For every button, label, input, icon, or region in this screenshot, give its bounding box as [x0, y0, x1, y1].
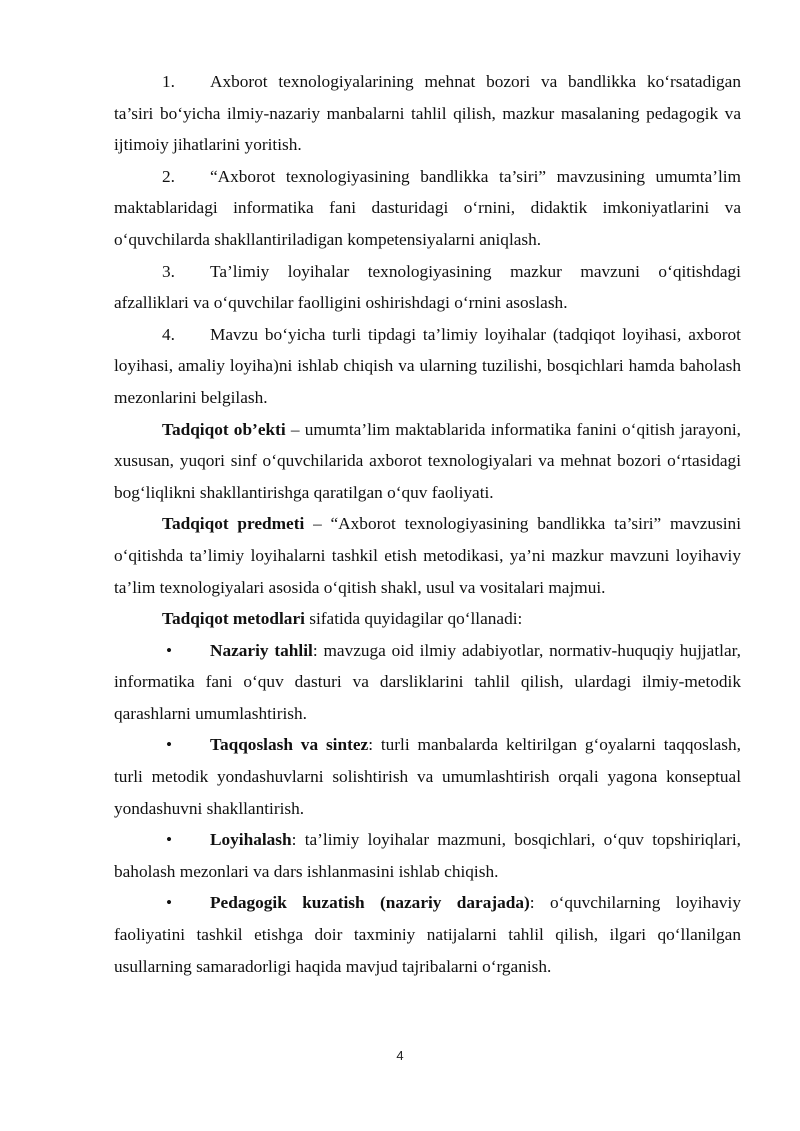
task-text: Mavzu bo‘yicha turli tipdagi ta’limiy loyihalar (tadqiqot loyihasi, axborot loyihasi, amaliy loyiha)ni ishlab chiqish va ularning tuzilishi, bosqichlari hamda baholash mezonlarini belgilash. [114, 324, 741, 407]
task-number: 4. [162, 324, 175, 344]
task-number: 3. [162, 261, 175, 281]
method-item-4 [114, 887, 741, 982]
bullet-icon: • [166, 735, 173, 755]
research-subject [114, 508, 741, 603]
task-text: Ta’limiy loyihalar texnologiyasining mazkur mavzuni o‘qitishdagi afzalliklari va o‘quvchilar faolligini oshirishdagi o‘rnini asoslash. [114, 261, 741, 313]
task-item-3 [114, 256, 741, 319]
method-text: : o‘quvchilarning loyihaviy faoliyatini tashkil etishga doir taxminiy natijalarni tahlil qilish, ilgari qo‘llanilgan usullarning samaradorligi haqida mavjud tajribalarni o‘rganish. [114, 893, 741, 976]
task-item-2 [114, 161, 741, 256]
research-object-label: Tadqiqot ob’ekti [162, 419, 286, 439]
method-text: : ta’limiy loyihalar mazmuni, bosqichlari, o‘quv topshiriqlari, baholash mezonlari va dars ishlanmasini ishlab chiqish. [114, 830, 741, 881]
task-text: “Axborot texnologiyasining bandlikka ta’siri” mavzusining umumta’lim maktablaridagi informatika fani dasturidagi o‘rnini, didaktik imkoniyatlarini va o‘quvchilarda shakllantiriladigan kompetensiyalarni aniqlash. [114, 166, 741, 249]
research-object [114, 414, 741, 509]
method-item-2 [114, 729, 741, 824]
research-methods-text: sifatida quyidagilar qo‘llanadi: [304, 609, 523, 629]
bullet-icon: • [166, 640, 173, 660]
method-label: Loyihalash [210, 830, 292, 850]
method-label: Nazariy tahlil [210, 640, 313, 660]
task-item-4 [114, 319, 741, 414]
research-subject-label: Tadqiqot predmeti [162, 514, 305, 534]
research-object-text: – umumta’lim maktablarida informatika fanini o‘qitish jarayoni, xususan, yuqori sinf o‘quvchilarida axborot texnologiyalari va mehnat bozori o‘rtasidagi bog‘liqlikni shakllantirishga qaratilgan o‘quv faoliyati. [114, 419, 741, 502]
research-subject-text: – “Axborot texnologiyasining bandlikka ta’siri” mavzusini o‘qitishda ta’limiy loyihalarni tashkil etish metodikasi, ya’ni mazkur mavzuni loyihaviy ta’lim texnologiyalari asosida o‘qitish shakl, usul va vositalari majmui. [114, 514, 741, 597]
task-item-1 [114, 66, 741, 161]
method-item-1 [114, 635, 741, 730]
task-number: 1. [162, 72, 175, 91]
research-methods [114, 603, 741, 635]
research-methods-label: Tadqiqot metodlari [162, 609, 305, 629]
method-text: : turli manbalarda keltirilgan g‘oyalarni taqqoslash, turli metodik yondashuvlarni solishtirish va umumlashtirish orqali yagona konseptual yondashuvni shakllantirish. [114, 735, 741, 818]
task-text: Axborot texnologiyalarining mehnat bozori va bandlikka ko‘rsatadigan ta’siri bo‘yicha ilmiy-nazariy manbalarni tahlil qilish, mazkur masalaning pedagogik va ijtimoiy jihatlarini yoritish. [114, 72, 741, 155]
bullet-icon: • [166, 893, 173, 913]
method-label: Pedagogik kuzatish (nazariy darajada) [210, 893, 530, 913]
document-page [114, 66, 741, 982]
page-number: 4 [396, 1048, 404, 1063]
bullet-icon: • [166, 830, 173, 850]
method-item-3 [114, 824, 741, 887]
task-number: 2. [162, 166, 175, 186]
method-label: Taqqoslash va sintez [210, 735, 369, 755]
method-text: : mavzuga oid ilmiy adabiyotlar, normativ-huquqiy hujjatlar, informatika fani o‘quv dasturi va darsliklarini tahlil qilish, ulardagi ilmiy-metodik qarashlarni umumlashtirish. [114, 640, 742, 723]
